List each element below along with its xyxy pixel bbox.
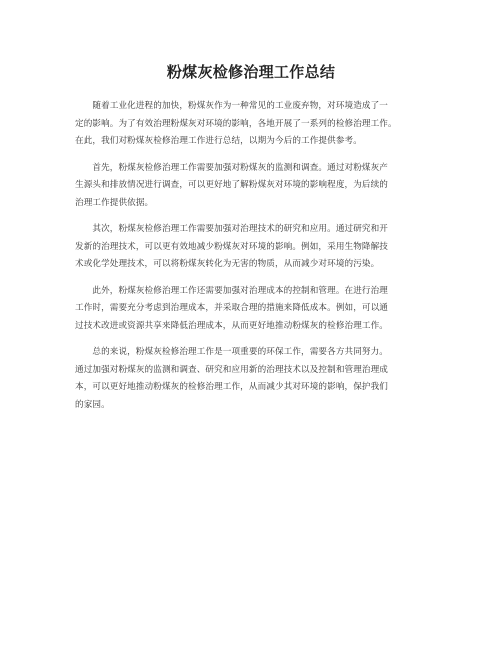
paragraph-line: 其次，粉煤灰检修治理工作需要加强对治理技术的研究和应用。通过研究和开 (75, 224, 388, 234)
paragraph-line: 通过加强对粉煤灰的监测和调查、研究和应用新的治理技术以及控制和管理治理成 (75, 364, 388, 375)
document-body (75, 98, 436, 423)
paragraph-line: 随着工业化进程的加快，粉煤灰作为一种常见的工业废弃物，对环境造成了一 (75, 101, 388, 111)
paragraph-line: 总的来说，粉煤灰检修治理工作是一项重要的环保工作，需要各方共同努力。 (75, 347, 388, 357)
paragraph-line: 过技术改进或资源共享来降低治理成本，从而更好地推动粉煤灰的检修治理工作。 (75, 320, 388, 331)
document-title: 粉煤灰检修治理工作总结 (166, 63, 336, 81)
paragraph-line: 定的影响。为了有效治理粉煤灰对环境的影响，各地开展了一系列的检修治理工作。 (75, 118, 397, 129)
paragraph-line: 本，可以更好地推动粉煤灰的检修治理工作，从而减少其对环境的影响，保护我们 (75, 382, 388, 392)
paragraph-line: 发新的治理技术，可以更有效地减少粉煤灰对环境的影响。例如，采用生物降解技 (75, 241, 388, 252)
paragraph-technology (75, 221, 436, 274)
paragraph-intro (75, 98, 436, 151)
paragraph-conclusion (75, 344, 436, 414)
paragraph-line: 生源头和排放情况进行调查，可以更好地了解粉煤灰对环境的影响程度，为后续的 (75, 180, 388, 190)
paragraph-line: 术或化学处理技术，可以将粉煤灰转化为无害的物质，从而减少对环境的污染。 (75, 259, 380, 269)
paragraph-line: 此外，粉煤灰检修治理工作还需要加强对治理成本的控制和管理。在进行治理 (75, 285, 388, 296)
paragraph-monitoring (75, 160, 436, 213)
paragraph-line: 首先，粉煤灰检修治理工作需要加强对粉煤灰的监测和调查。通过对粉煤灰产 (75, 162, 388, 173)
paragraph-cost-control (75, 283, 436, 336)
paragraph-line: 工作时，需要充分考虑到治理成本，并采取合理的措施来降低成本。例如，可以通 (75, 303, 388, 313)
paragraph-line: 在此，我们对粉煤灰检修治理工作进行总结，以期为今后的工作提供参考。 (75, 136, 362, 146)
paragraph-line: 的家园。 (75, 399, 110, 410)
paragraph-line: 治理工作提供依据。 (75, 197, 154, 208)
